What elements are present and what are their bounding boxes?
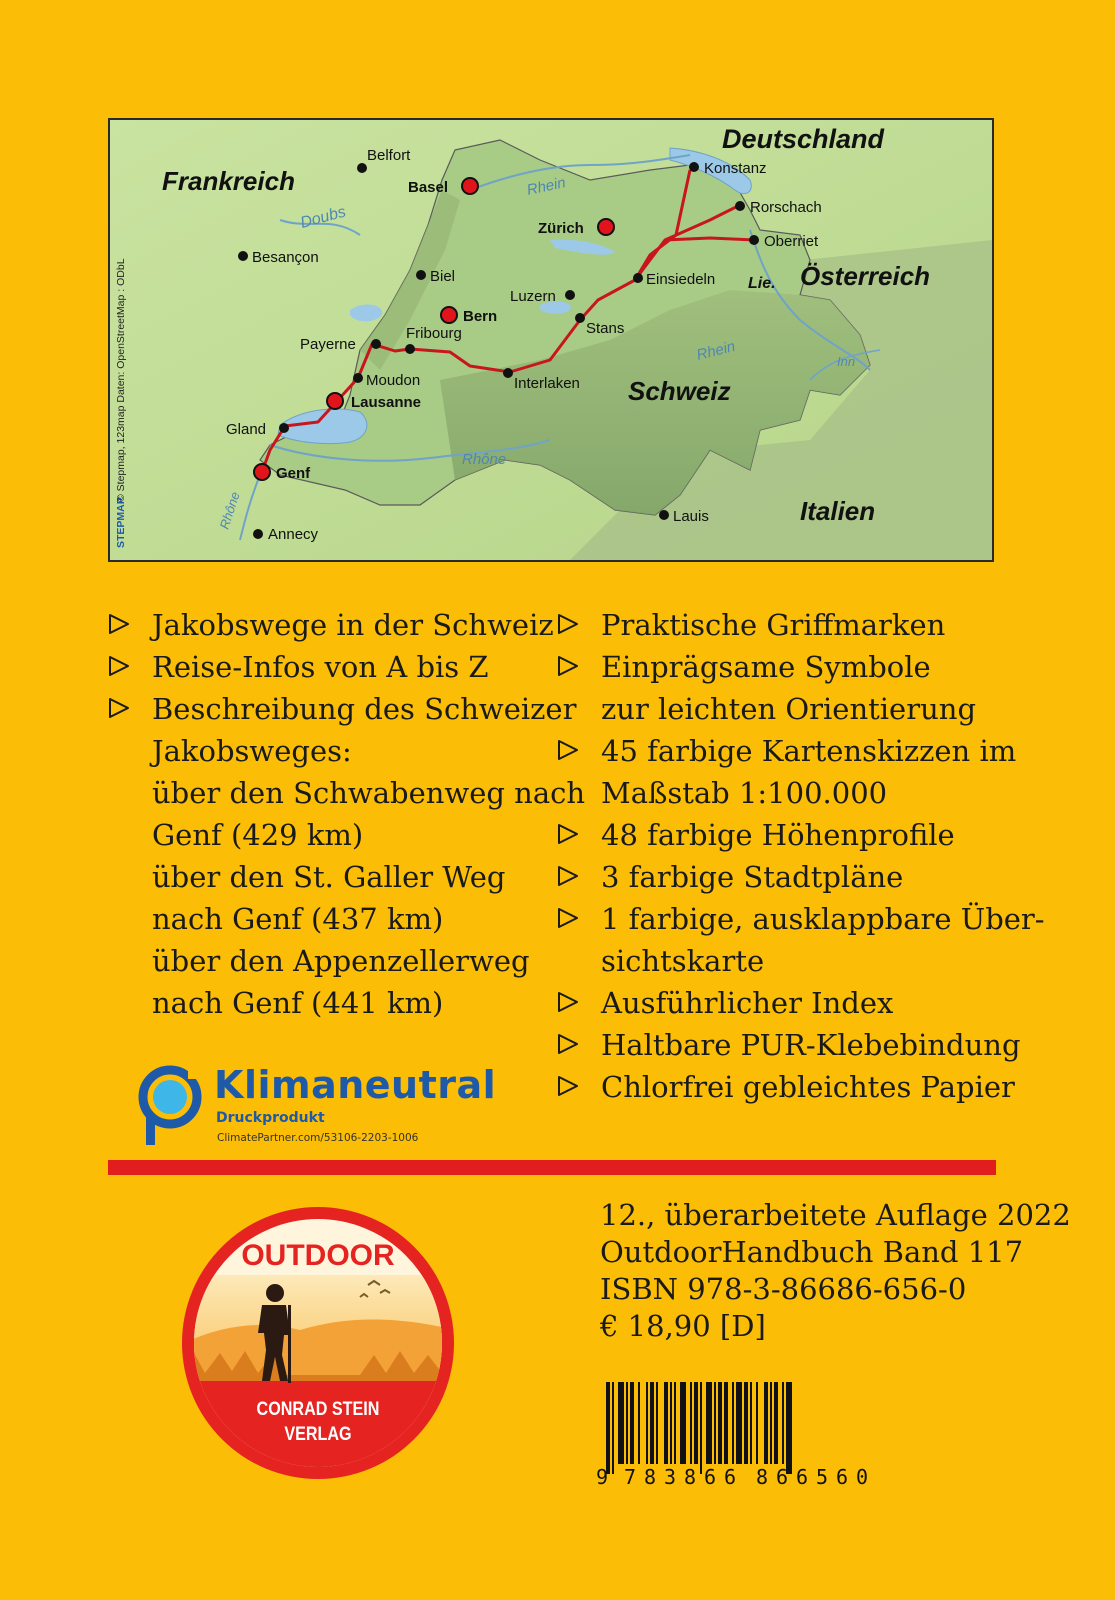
label-deutschland: Deutschland: [722, 124, 885, 154]
label-gland: Gland: [226, 421, 267, 438]
barcode-digit: 8: [756, 1465, 769, 1488]
publication-info: [600, 1197, 1071, 1345]
label-rhone-center: Rhône: [462, 451, 507, 468]
triangle-bullet-icon: [557, 655, 579, 677]
marker-einsiedeln: [633, 273, 643, 283]
red-divider: [108, 1160, 996, 1175]
feature-text: 45 farbige Kartenskizzen im: [601, 734, 1017, 768]
barcode-digit: 8: [644, 1465, 657, 1488]
feature-text: 1 farbige, ausklappbare Über-: [601, 902, 1045, 936]
feature-text: Jakobswege in der Schweiz: [152, 608, 554, 642]
label-fribourg: Fribourg: [406, 325, 462, 342]
label-oberriet: Oberriet: [764, 233, 819, 250]
feature-text: über den St. Galler Weg: [152, 860, 506, 894]
feature-list-right: [557, 604, 1045, 1108]
label-interlaken: Interlaken: [514, 375, 580, 392]
label-zuerich: Zürich: [538, 220, 584, 237]
outdoor-badge: [180, 1205, 456, 1481]
series-text: OutdoorHandbuch Band 117: [600, 1235, 1024, 1269]
barcode-graphic: [594, 1378, 894, 1488]
feature-text: über den Appenzellerweg: [152, 944, 530, 978]
label-rorschach: Rorschach: [750, 199, 822, 216]
label-oesterreich: Österreich: [800, 261, 931, 291]
edition-text: 12., überarbeitete Auflage 2022: [600, 1198, 1071, 1232]
feature-item: [557, 1024, 1021, 1066]
marker-moudon: [353, 373, 363, 383]
feature-text: zur leichten Orientierung: [601, 692, 977, 726]
marker-gland: [279, 423, 289, 433]
barcode-digit: 7: [624, 1465, 637, 1488]
triangle-bullet-icon: [557, 907, 579, 929]
triangle-bullet-icon: [557, 823, 579, 845]
feature-item: [108, 646, 548, 688]
marker-payerne: [371, 339, 381, 349]
barcode-digit: 5: [816, 1465, 829, 1488]
feature-text: Chlorfrei gebleichtes Papier: [601, 1070, 1015, 1104]
isbn-text: ISBN 978-3-86686-656-0: [600, 1272, 967, 1306]
label-basel: Basel: [408, 179, 449, 196]
label-genf: Genf: [276, 465, 311, 482]
marker-interlaken: [503, 368, 513, 378]
marker-konstanz: [689, 162, 699, 172]
barcode-digit: 0: [856, 1465, 869, 1488]
marker-biel: [416, 270, 426, 280]
feature-text: Einprägsame Symbole: [601, 650, 931, 684]
feature-text: sichtskarte: [601, 944, 765, 978]
marker-rorschach: [735, 201, 745, 211]
triangle-bullet-icon: [557, 613, 579, 635]
marker-oberriet: [749, 235, 759, 245]
marker-fribourg: [405, 344, 415, 354]
map-credit: © Stepmap, 123map Daten: OpenStreetMap : ODbL: [115, 258, 127, 502]
barcode-digit: 3: [664, 1465, 677, 1488]
marker-luzern: [565, 290, 575, 300]
climate-title: Klimaneutral: [214, 1063, 497, 1107]
label-luzern: Luzern: [510, 288, 556, 305]
label-konstanz: Konstanz: [704, 160, 767, 177]
feature-item: [108, 688, 586, 1024]
triangle-bullet-icon: [108, 613, 130, 635]
feature-text: 48 farbige Höhenprofile: [601, 818, 955, 852]
feature-text: über den Schwabenweg nach: [152, 776, 586, 810]
feature-text: Maßstab 1:100.000: [601, 776, 888, 810]
label-schweiz: Schweiz: [628, 376, 731, 406]
feature-text: Genf (429 km): [152, 818, 364, 852]
barcode-digit: 6: [724, 1465, 737, 1488]
marker-genf: [254, 464, 270, 480]
badge-top-text: OUTDOOR: [241, 1239, 395, 1272]
marker-bern: [441, 307, 457, 323]
triangle-bullet-icon: [557, 739, 579, 761]
overview-map: [108, 118, 994, 562]
barcode-digit: 6: [836, 1465, 849, 1488]
label-liechtenstein: Lie.: [748, 275, 776, 292]
feature-item: [557, 814, 997, 856]
label-annecy: Annecy: [268, 526, 319, 543]
map-canvas: [110, 120, 992, 560]
marker-zuerich: [598, 219, 614, 235]
feature-text: nach Genf (437 km): [152, 902, 444, 936]
label-rhone-sw: Rhône: [216, 489, 243, 531]
marker-besancon: [238, 251, 248, 261]
feature-item: [557, 1066, 1015, 1108]
marker-lauis: [659, 510, 669, 520]
feature-item: [557, 856, 997, 898]
label-biel: Biel: [430, 268, 456, 285]
feature-item: [557, 898, 1045, 982]
marker-annecy: [253, 529, 263, 539]
triangle-bullet-icon: [108, 697, 130, 719]
triangle-bullet-icon: [108, 655, 130, 677]
feature-text: Reise-Infos von A bis Z: [152, 650, 489, 684]
feature-list-left: [108, 604, 586, 1024]
feature-item: [557, 730, 1017, 814]
marker-lausanne: [327, 393, 343, 409]
label-frankreich: Frankreich: [162, 166, 295, 196]
barcode-digit: 8: [684, 1465, 697, 1488]
outdoor-badge-graphic: [180, 1205, 456, 1481]
climate-neutral-logo: [138, 1063, 538, 1153]
feature-text: Ausführlicher Index: [601, 986, 894, 1020]
barcode-digit: 6: [796, 1465, 809, 1488]
climate-subtitle: Druckprodukt: [216, 1110, 325, 1126]
label-bern: Bern: [463, 308, 498, 325]
barcode-digit: 9: [596, 1465, 609, 1488]
label-italien: Italien: [800, 496, 876, 526]
barcode-digit: 6: [776, 1465, 789, 1488]
barcode-digit: 6: [704, 1465, 717, 1488]
badge-bottom-line1: CONRAD STEIN: [256, 1397, 380, 1420]
label-payerne: Payerne: [300, 336, 356, 353]
triangle-bullet-icon: [557, 1033, 579, 1055]
marker-stans: [575, 313, 585, 323]
feature-text: Beschreibung des Schweizer: [152, 692, 577, 726]
feature-text: 3 farbige Stadtpläne: [601, 860, 904, 894]
feature-item: [557, 604, 997, 646]
label-besancon: Besançon: [252, 249, 319, 266]
isbn-barcode: [594, 1378, 894, 1488]
climate-url: ClimatePartner.com/53106-2203-1006: [217, 1132, 419, 1144]
label-rhein-south: Rhein: [694, 337, 738, 364]
feature-text: Praktische Griffmarken: [601, 608, 946, 642]
marker-belfort: [357, 163, 367, 173]
label-lauis: Lauis: [673, 508, 709, 525]
badge-bottom-line2: VERLAG: [284, 1422, 352, 1445]
map-credit-brand: STEPMAP: [115, 497, 127, 548]
triangle-bullet-icon: [557, 865, 579, 887]
feature-text: Haltbare PUR-Klebebindung: [601, 1028, 1021, 1062]
price-text: € 18,90 [D]: [600, 1309, 766, 1343]
label-belfort: Belfort: [367, 147, 411, 164]
label-inn: Inn: [837, 354, 856, 369]
label-doubs: Doubs: [298, 203, 348, 232]
label-stans: Stans: [586, 320, 625, 337]
feature-item: [108, 604, 554, 646]
label-einsiedeln: Einsiedeln: [646, 271, 716, 288]
climate-partner-icon: [138, 1063, 208, 1147]
label-rhein-north: Rhein: [525, 174, 568, 199]
feature-item: [557, 982, 997, 1024]
triangle-bullet-icon: [557, 991, 579, 1013]
marker-basel: [462, 178, 478, 194]
feature-text: Jakobsweges:: [152, 734, 352, 768]
feature-item: [557, 646, 997, 730]
label-lausanne: Lausanne: [351, 394, 422, 411]
triangle-bullet-icon: [557, 1075, 579, 1097]
label-moudon: Moudon: [366, 372, 421, 389]
feature-text: nach Genf (441 km): [152, 986, 444, 1020]
